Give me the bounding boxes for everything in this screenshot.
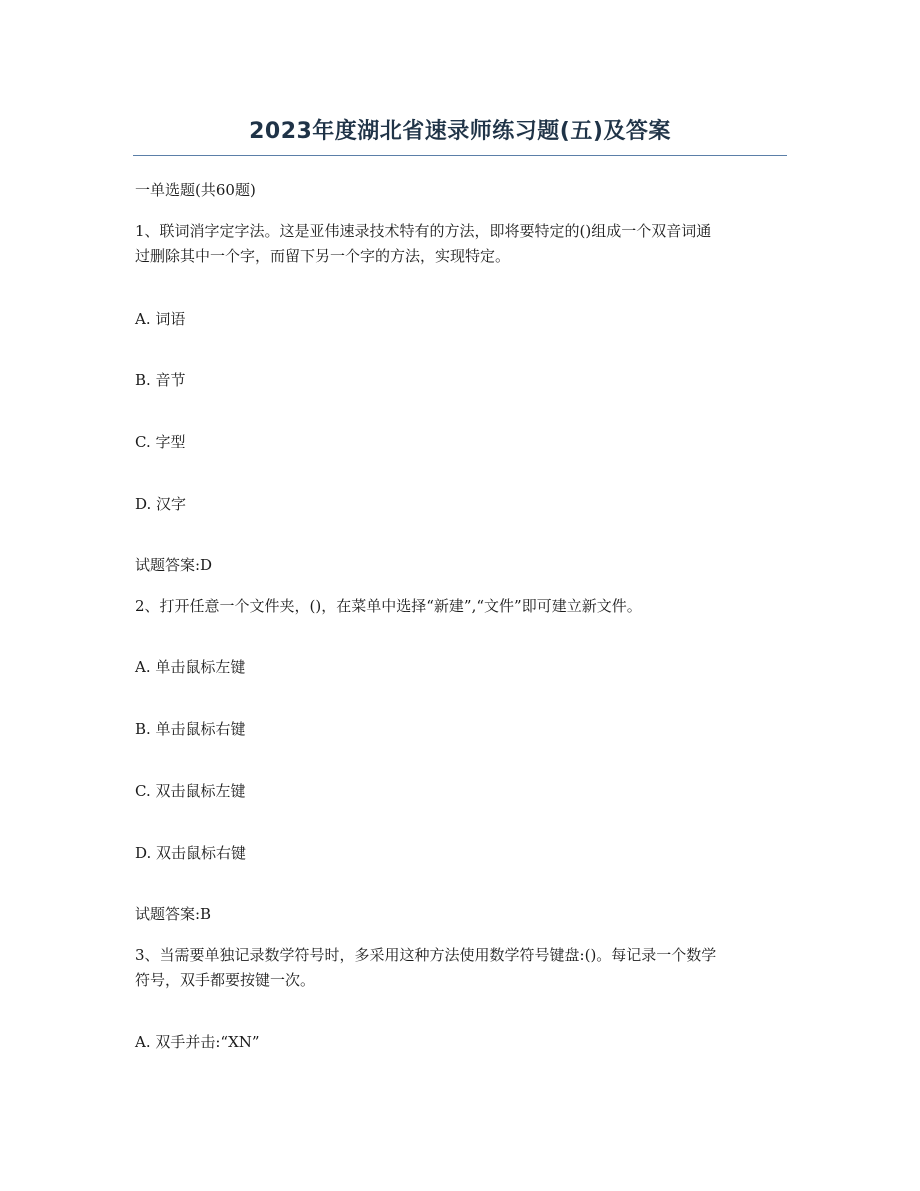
question-1-stem-line1: 1、联词消字定字法。这是亚伟速录技术特有的方法，即将要特定的()组成一个双音词通 bbox=[135, 222, 712, 240]
question-1-option-d: D. 汉字 bbox=[135, 495, 187, 513]
question-3-option-a: A. 双手并击:“XN” bbox=[135, 1033, 260, 1051]
question-2-option-b: B. 单击鼠标右键 bbox=[135, 720, 246, 738]
question-2-option-c: C. 双击鼠标左键 bbox=[135, 782, 246, 800]
question-2-option-a: A. 单击鼠标左键 bbox=[135, 658, 246, 676]
question-2-option-d: D. 双击鼠标右键 bbox=[135, 844, 247, 862]
section-heading: 一单选题(共60题) bbox=[135, 181, 256, 199]
title-divider bbox=[133, 155, 787, 156]
question-3-stem-line1: 3、当需要单独记录数学符号时，多采用这种方法使用数学符号键盘:()。每记录一个数学 bbox=[135, 946, 717, 964]
question-1-option-b: B. 音节 bbox=[135, 371, 186, 389]
question-1-answer: 试题答案:D bbox=[135, 556, 213, 574]
question-1-option-a: A. 词语 bbox=[135, 310, 186, 328]
document-title: 2023年度湖北省速录师练习题(五)及答案 bbox=[249, 119, 671, 144]
question-3-stem-line2: 符号，双手都要按键一次。 bbox=[135, 971, 316, 989]
question-1-option-c: C. 字型 bbox=[135, 433, 186, 451]
question-2-stem-line1: 2、打开任意一个文件夹，()，在菜单中选择“新建”,“文件”即可建立新文件。 bbox=[135, 597, 642, 615]
question-2-answer: 试题答案:B bbox=[135, 905, 212, 923]
question-1-stem-line2: 过删除其中一个字，而留下另一个字的方法，实现特定。 bbox=[135, 247, 511, 265]
